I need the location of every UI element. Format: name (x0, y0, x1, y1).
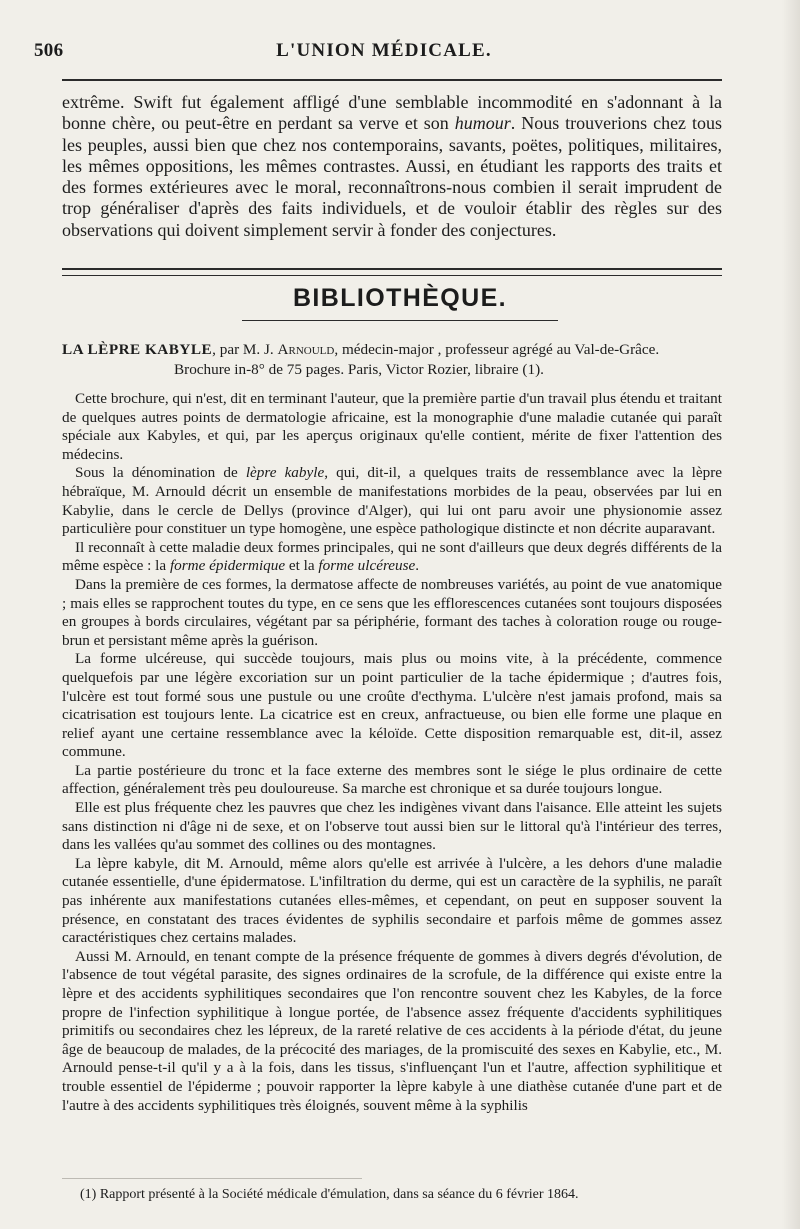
italic-phrase: humour (454, 113, 511, 134)
citation-par: , par M. J. (212, 341, 278, 358)
citation-author-role: , médecin-major , professeur agrégé au Val-de-Grâce. (334, 341, 660, 358)
citation-line-2: Brochure in-8° de 75 pages. Paris, Victor Rozier, libraire (1). (174, 361, 544, 378)
review-paragraph-2: Sous la dénomination de lèpre kabyle, qui, dit-il, a quelques traits de ressemblance avec la lèpre hébraïque, M. Arnould décrit un ensemble de manifestations morbides de la peau, observées par lui en Kabylie, dans le cercle de Dellys (province d'Alger), qui lui ont paru avoir une physionomie assez particulière pour constituer un type homogène, une espèce pathologique distincte et non décrite auparavant. (62, 464, 722, 538)
review-paragraph-6: La partie postérieure du tronc et la face externe des membres sont le siége le plus ordinaire de cette affection, généralement très peu douloureuse. Sa marche est chronique et sa durée toujours longue. (62, 761, 722, 798)
section-title: BIBLIOTHÈQUE. (292, 284, 508, 312)
review-paragraph-5: La forme ulcéreuse, qui succède toujours, mais plus ou moins vite, à la précédente, commence quelquefois par une légère excoriation sur un point particulier de la tache épidermique ; d'autres fois, l'ulcère est tout formé sous une pustule ou une croûte d'ecthyma. L'ulcère n'est jamais profond, mais sa cicatrisation est toujours lente. La cicatrice est en creux, anfractueuse, ou bien elle forme une plaque en relief ayant une certaine ressemblance avec la kéloïde. Cette disposition remarquable est, dit-il, assez commune. (62, 650, 722, 761)
intro-paragraph: extrême. Swift fut également affligé d'une semblable incommodité en s'adonnant à la bonne chère, ou peut-être en perdant sa verve et son humour. Nous trouverions chez tous les peuples, aussi bien que chez nos contemporains, savants, poëtes, politiques, militaires, les mêmes oppositions, les mêmes contrastes. Aussi, en étudiant les rapports des traits et des formes extérieures avec le moral, reconnaîtrons-nous combien il serait imprudent de trop généraliser d'après des faits individuels, et de vouloir établir des règles sur des observations qui doivent simplement servir à fonder des conjectures. (62, 92, 722, 240)
review-paragraph-9: Aussi M. Arnould, en tenant compte de la présence fréquente de gommes à divers degrés d'évolution, de l'absence de tout végétal parasite, des signes ordinaires de la scrofule, de la différence qui existe entre la lèpre et des accidents syphilitiques secondaires que l'on rencontre souvent chez les Kabyles, de la force propre de l'infection syphilitique à longue portée, de l'absence assez fréquente d'accidents syphilitiques primitifs ou secondaires chez les lépreux, de la rareté relative de ces accidents à la période d'état, du jeune âge de beaucoup de malades, de la précocité des mariages, de la promiscuité des sexes en Kabylie, etc., M. Arnould pense-t-il qu'il y a à la fois, dans les tissus, s'influençant l'un et l'autre, affection syphilitique et trouble essentiel de l'épiderme ; pouvoir rapporter la lèpre kabyle à une diathèse cutanée d'une part et de l'autre à des accidents syphilitiques très éloignés, souvent même à la syphilis (62, 947, 722, 1114)
italic-phrase: lèpre kabyle (245, 464, 325, 482)
page-number: 506 (34, 40, 64, 61)
running-title: L'UNION MÉDICALE. (276, 40, 492, 61)
review-paragraph-7: Elle est plus fréquente chez les pauvres que chez les indigènes vivant dans l'aisance. Elle atteint les sujets sans distinction ni d'âge ni de sexe, et on l'observe tout aussi bien sur le littoral qu'à l'intérieur des terres, dans les vallées qu'au sommet des collines ou des montagnes. (62, 799, 722, 854)
review-paragraph-3: Il reconnaît à cette maladie deux formes principales, qui ne sont d'ailleurs que deux degrés différents de la même espèce : la forme épidermique et la forme ulcéreuse. (62, 538, 722, 575)
book-title: LA LÈPRE KABYLE (62, 341, 213, 358)
footnote-rule (62, 1178, 362, 1179)
italic-phrase: forme épidermique (169, 557, 286, 575)
review-paragraph-1: Cette brochure, qui n'est, dit en terminant l'auteur, que la première partie d'un travail plus étendu et traitant de quelques autres points de dermatologie africaine, est la monographie d'une maladie cutanée qui paraît spéciale aux Kabyles, et qui, par les aperçus originaux qu'elle contient, mérite de fixer l'attention des médecins. (62, 390, 722, 463)
footnote: (1) Rapport présenté à la Société médicale d'émulation, dans sa séance du 6 février 1864. (80, 1187, 579, 1202)
page-header (34, 40, 734, 70)
book-author: Arnould (277, 341, 335, 358)
intro-text (62, 92, 722, 241)
book-citation (62, 340, 722, 380)
review-paragraph-8: La lèpre kabyle, dit M. Arnould, même alors qu'elle est arrivée à l'ulcère, a les dehors d'une maladie cutanée essentielle, d'une épidermatose. L'infiltration du derme, qui est un caractère de la syphilis, ne paraît pas inhérente aux manifestations cutanées elles-mêmes, et cependant, on peut en supposer souvent la présence, en constatant des traces évidentes de syphilis secondaire et parfois même de gommes assez caractéristiques chez certains malades. (62, 854, 722, 947)
citation-line-1 (62, 340, 722, 360)
review-paragraph-4: Dans la première de ces formes, la dermatose affecte de nombreuses variétés, au point de vue anatomique ; mais elles se rapprochent toutes du type, en ce sens que les efflorescences cutanées sont toujours disposées en groupes à bords circulaires, végétant par sa périphérie, formant des taches à coloration rouge ou rouge-brun et persistant même après la guérison. (62, 575, 722, 649)
section-title-rule (242, 320, 558, 321)
section-double-rule (62, 268, 722, 276)
italic-phrase: forme ulcéreuse (318, 557, 416, 575)
review-text (62, 390, 722, 1115)
page-edge-shadow (782, 0, 800, 1229)
header-rule (62, 79, 722, 81)
